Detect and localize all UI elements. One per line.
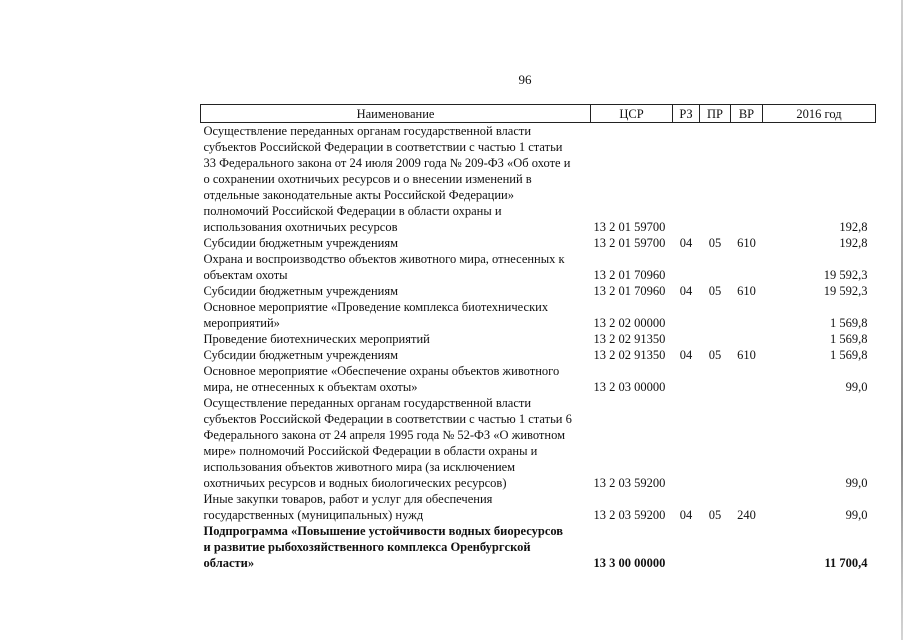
page-number: 96	[518, 72, 532, 87]
row-name-line: Подпрограмма «Повышение устойчивости водных биоресурсов	[203, 524, 564, 538]
row-csr: 13 2 01 59700	[593, 220, 666, 234]
header-rz: РЗ	[673, 105, 700, 123]
row-rz	[673, 523, 700, 571]
row-rz: 04	[679, 508, 693, 522]
row-name-line: Основное мероприятие «Проведение комплекса биотехнических	[203, 300, 549, 314]
row-amount: 1 569,8	[830, 332, 868, 346]
row-name-line: Осуществление переданных органам государственной власти	[203, 124, 532, 138]
row-name-line: области»	[203, 556, 255, 570]
header-vr: ВР	[731, 105, 763, 123]
table-row	[201, 251, 876, 283]
row-pr	[700, 363, 731, 395]
row-vr	[731, 363, 763, 395]
header-amount: 2016 год	[763, 105, 876, 123]
row-rz	[673, 363, 700, 395]
row-name	[201, 523, 591, 571]
row-rz	[673, 251, 700, 283]
row-name-line: Проведение биотехнических мероприятий	[203, 332, 430, 346]
row-vr: 610	[737, 236, 756, 250]
row-name-line: использования объектов животного мира (за исключением	[203, 460, 516, 474]
row-pr	[700, 395, 731, 491]
table-row	[201, 299, 876, 331]
row-rz: 04	[679, 284, 693, 298]
row-name	[201, 347, 591, 363]
row-rz	[673, 395, 700, 491]
row-amount: 1 569,8	[830, 316, 868, 330]
row-csr: 13 2 01 70960	[593, 284, 666, 298]
row-amount: 192,8	[839, 236, 868, 250]
table-header-row	[201, 105, 876, 123]
row-pr: 05	[708, 284, 722, 298]
row-name-line: Осуществление переданных органам государственной власти	[203, 396, 532, 410]
header-name: Наименование	[201, 105, 591, 123]
row-pr: 05	[708, 508, 722, 522]
row-name	[201, 491, 591, 523]
row-name-line: мероприятий»	[203, 316, 280, 330]
row-name-line: Иные закупки товаров, работ и услуг для обеспечения	[203, 492, 493, 506]
row-vr	[731, 123, 763, 236]
row-amount: 1 569,8	[830, 348, 868, 362]
row-name-line: 33 Федерального закона от 24 июля 2009 года № 209-ФЗ «Об охоте и	[203, 156, 571, 170]
row-name-line: субъектов Российской Федерации в соответствии с частью 1 статьи	[203, 140, 563, 154]
row-amount: 19 592,3	[823, 268, 868, 282]
row-name-line: мира, не отнесенных к объектам охоты»	[203, 380, 418, 394]
row-name-line: и развитие рыбохозяйственного комплекса Оренбургской	[203, 540, 531, 554]
row-vr	[731, 395, 763, 491]
budget-table	[200, 104, 876, 571]
row-pr	[700, 523, 731, 571]
row-vr	[731, 331, 763, 347]
table-row	[201, 283, 876, 299]
row-pr	[700, 331, 731, 347]
row-rz: 04	[679, 348, 693, 362]
row-rz: 04	[679, 236, 693, 250]
row-vr: 610	[737, 348, 756, 362]
row-name-line: субъектов Российской Федерации в соответствии с частью 1 статьи 6	[203, 412, 572, 426]
row-csr: 13 3 00 00000	[593, 556, 666, 570]
header-csr: ЦСР	[591, 105, 673, 123]
row-name-line: государственных (муниципальных) нужд	[203, 508, 424, 522]
table-body	[201, 123, 876, 572]
table-row	[201, 363, 876, 395]
row-csr: 13 2 03 59200	[593, 508, 666, 522]
row-name-line: о сохранении охотничьих ресурсов и о внесении изменений в	[203, 172, 532, 186]
row-rz	[673, 331, 700, 347]
row-amount: 99,0	[845, 380, 868, 394]
row-name-line: Субсидии бюджетным учреждениям	[203, 236, 399, 250]
row-name	[201, 299, 591, 331]
scan-edge-shadow	[901, 0, 903, 640]
row-name-line: мире» полномочий Российской Федерации в области охраны и	[203, 444, 538, 458]
row-name-line: Основное мероприятие «Обеспечение охраны объектов животного	[203, 364, 560, 378]
row-name-line: объектам охоты	[203, 268, 288, 282]
row-csr: 13 2 02 00000	[593, 316, 666, 330]
table-row	[201, 491, 876, 523]
row-amount: 192,8	[839, 220, 868, 234]
table-row	[201, 523, 876, 571]
row-csr: 13 2 01 70960	[593, 268, 666, 282]
row-csr: 13 2 02 91350	[593, 332, 666, 346]
row-pr	[700, 299, 731, 331]
table-row	[201, 123, 876, 236]
row-csr: 13 2 01 59700	[593, 236, 666, 250]
row-name-line: охотничьих ресурсов и водных биологических ресурсов)	[203, 476, 507, 490]
row-pr: 05	[708, 348, 722, 362]
table-row	[201, 347, 876, 363]
row-name	[201, 251, 591, 283]
row-name	[201, 235, 591, 251]
row-name	[201, 123, 591, 236]
row-vr: 240	[737, 508, 756, 522]
row-name-line: использования охотничьих ресурсов	[203, 220, 398, 234]
row-name-line: Охрана и воспроизводство объектов животного мира, отнесенных к	[203, 252, 565, 266]
row-name-line: Субсидии бюджетным учреждениям	[203, 284, 399, 298]
row-vr	[731, 523, 763, 571]
row-name-line: Федерального закона от 24 апреля 1995 года № 52-ФЗ «О животном	[203, 428, 566, 442]
row-vr	[731, 299, 763, 331]
row-csr: 13 2 02 91350	[593, 348, 666, 362]
row-name	[201, 363, 591, 395]
row-name	[201, 331, 591, 347]
row-pr: 05	[708, 236, 722, 250]
row-csr: 13 2 03 59200	[593, 476, 666, 490]
table-row	[201, 331, 876, 347]
table-row	[201, 235, 876, 251]
table-row	[201, 395, 876, 491]
row-amount: 99,0	[845, 508, 868, 522]
row-amount: 99,0	[845, 476, 868, 490]
row-rz	[673, 123, 700, 236]
row-pr	[700, 251, 731, 283]
row-name-line: полномочий Российской Федерации в области охраны и	[203, 204, 502, 218]
row-csr: 13 2 03 00000	[593, 380, 666, 394]
row-rz	[673, 299, 700, 331]
row-name-line: отдельные законодательные акты Российской Федерации»	[203, 188, 514, 202]
row-name	[201, 283, 591, 299]
row-amount: 11 700,4	[824, 556, 868, 570]
row-vr	[731, 251, 763, 283]
row-amount: 19 592,3	[823, 284, 868, 298]
row-name	[201, 395, 591, 491]
row-pr	[700, 123, 731, 236]
header-pr: ПР	[700, 105, 731, 123]
row-vr: 610	[737, 284, 756, 298]
row-name-line: Субсидии бюджетным учреждениям	[203, 348, 399, 362]
